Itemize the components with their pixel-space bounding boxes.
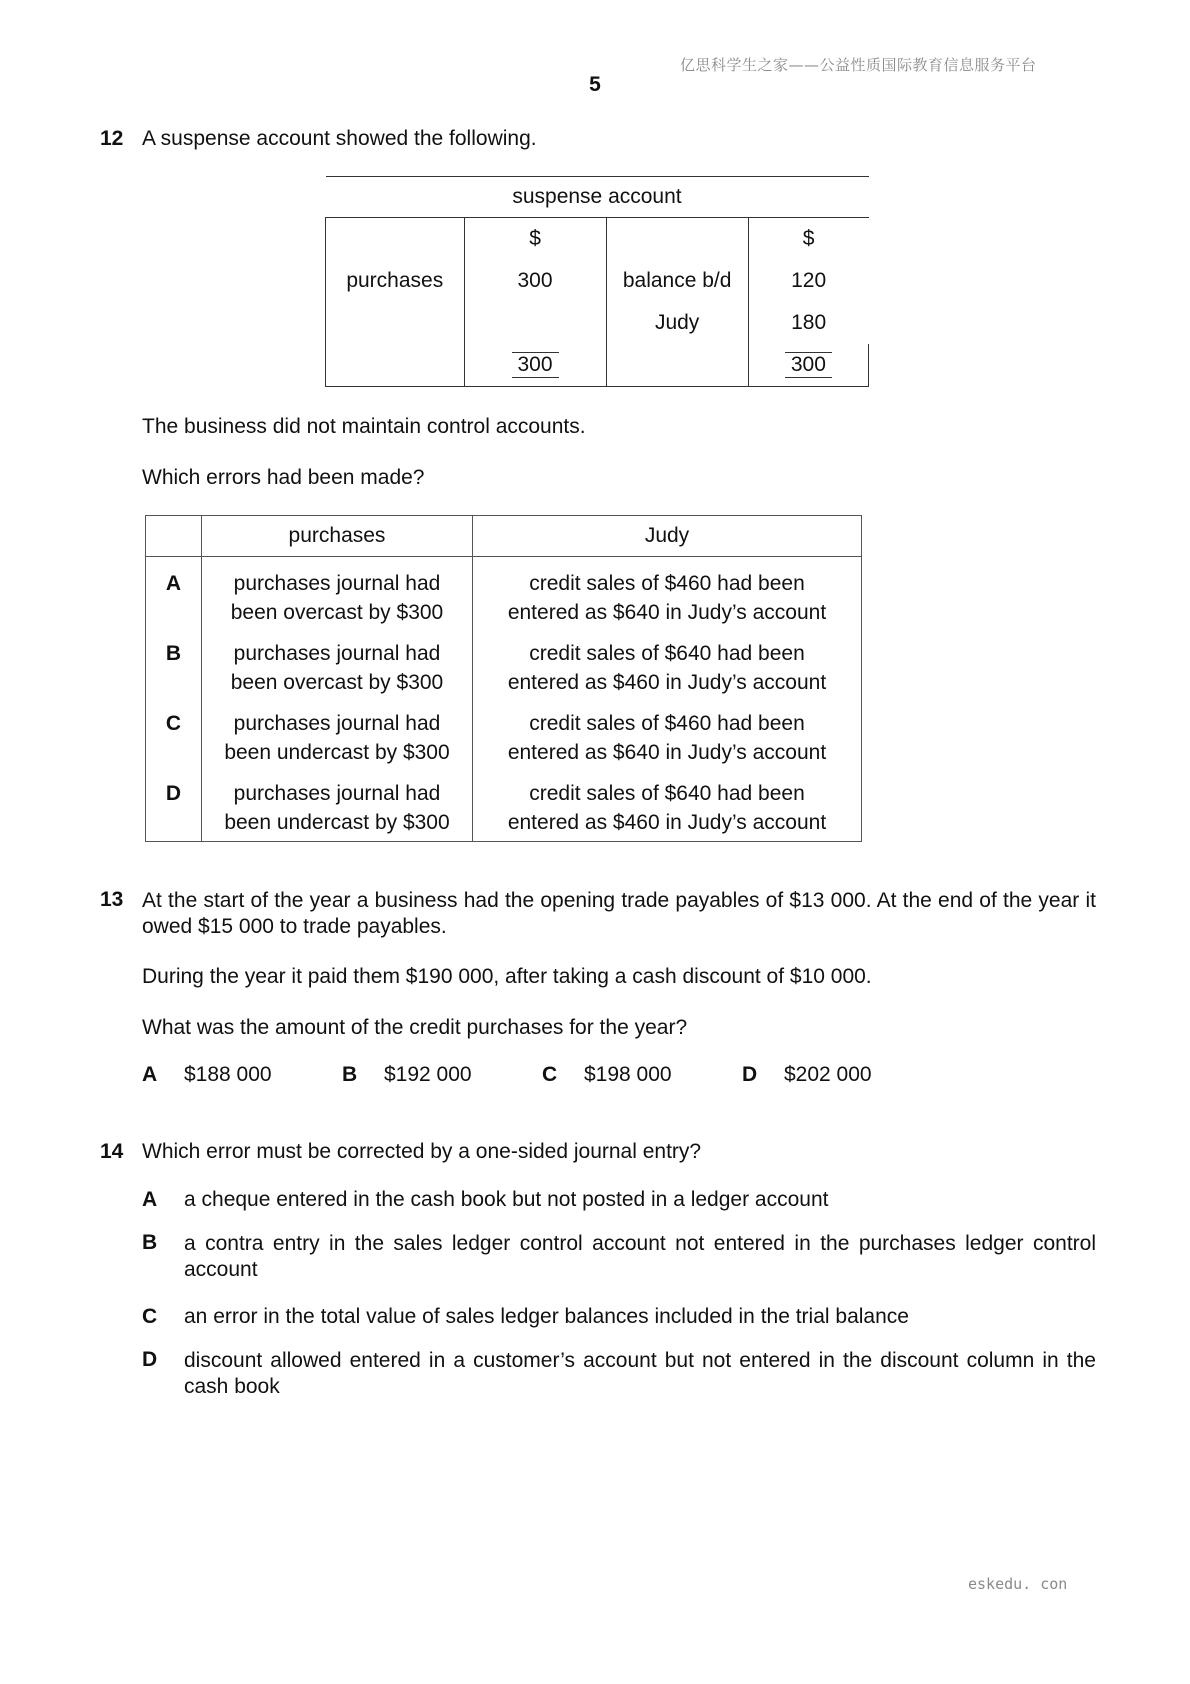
question-12-question: Which errors had been made?	[142, 466, 425, 489]
debit-label-purchases: purchases	[326, 260, 465, 302]
option-a-purchases-line2: been overcast by $300	[230, 601, 444, 624]
option-c-purchases-line2: been undercast by $300	[224, 741, 450, 764]
option-letter-b: B	[146, 627, 202, 697]
question-12-note: The business did not maintain control accounts.	[142, 415, 586, 438]
q13-option-d-letter: D	[742, 1063, 758, 1086]
debit-amount-purchases: 300	[464, 260, 606, 302]
debit-currency: $	[464, 218, 606, 261]
option-b-purchases-line2: been overcast by $300	[230, 671, 444, 694]
question-number-13: 13	[100, 888, 124, 911]
option-letter-c: C	[146, 697, 202, 767]
option-c-judy-line1: credit sales of $460 had been	[529, 712, 805, 735]
q14-option-c-letter: C	[142, 1305, 158, 1328]
option-c-purchases-line1: purchases journal had	[233, 712, 441, 735]
option-d-judy-line1: credit sales of $640 had been	[529, 782, 805, 805]
option-b-judy-line2: entered as $460 in Judy’s account	[507, 671, 827, 694]
option-letter-a: A	[146, 557, 202, 628]
q13-option-b-value: $192 000	[384, 1063, 472, 1086]
errors-header-judy: Judy	[473, 516, 862, 557]
question-12-stem: A suspense account showed the following.	[142, 127, 537, 150]
option-a-judy-line2: entered as $640 in Judy’s account	[507, 601, 827, 624]
question-13-question: What was the amount of the credit purchases for the year?	[142, 1016, 688, 1039]
q14-option-b-text: a contra entry in the sales ledger control account not entered in the purchases ledger control account	[184, 1232, 1096, 1281]
option-d-purchases-line2: been undercast by $300	[224, 811, 450, 834]
option-a-judy-line1: credit sales of $460 had been	[529, 572, 805, 595]
credit-total: 300	[785, 352, 832, 378]
header-watermark: 亿思科学生之家——公益性质国际教育信息服务平台	[680, 56, 1037, 74]
option-c-judy-line2: entered as $640 in Judy’s account	[507, 741, 827, 764]
q14-option-b-letter: B	[142, 1231, 158, 1254]
errors-header-purchases: purchases	[202, 516, 473, 557]
q14-option-a-text: a cheque entered in the cash book but not posted in a ledger account	[184, 1188, 829, 1211]
q14-option-c-text: an error in the total value of sales ledger balances included in the trial balance	[184, 1305, 909, 1328]
q13-option-c-value: $198 000	[584, 1063, 672, 1086]
q14-option-d-text: discount allowed entered in a customer’s account but not entered in the discount column in the cash book	[184, 1349, 1096, 1398]
page-number: 5	[589, 73, 601, 96]
option-d-purchases-line1: purchases journal had	[233, 782, 441, 805]
q14-option-a-letter: A	[142, 1188, 158, 1211]
question-number-12: 12	[100, 127, 124, 150]
option-a-purchases-line1: purchases journal had	[233, 572, 441, 595]
credit-currency: $	[748, 218, 868, 261]
q13-option-d-value: $202 000	[784, 1063, 872, 1086]
footer-site: eskedu. con	[968, 1575, 1068, 1593]
credit-amount-balance: 120	[748, 260, 868, 302]
option-b-judy-line1: credit sales of $640 had been	[529, 642, 805, 665]
suspense-account-table	[325, 176, 869, 387]
q13-option-a-letter: A	[142, 1063, 158, 1086]
question-13-stem: At the start of the year a business had the opening trade payables of $13 000. At the end of the year it owed $15 000 to trade payables.	[142, 889, 1096, 938]
debit-total: 300	[512, 352, 559, 378]
credit-amount-judy: 180	[748, 302, 868, 344]
question-14-question: Which error must be corrected by a one-sided journal entry?	[142, 1140, 702, 1163]
option-d-judy-line2: entered as $460 in Judy’s account	[507, 811, 827, 834]
errors-table	[145, 515, 862, 842]
credit-label-judy: Judy	[606, 302, 748, 344]
suspense-account-title: suspense account	[326, 177, 869, 218]
q13-option-c-letter: C	[542, 1063, 558, 1086]
q13-option-b-letter: B	[342, 1063, 358, 1086]
question-number-14: 14	[100, 1140, 124, 1163]
option-letter-d: D	[146, 767, 202, 842]
option-b-purchases-line1: purchases journal had	[233, 642, 441, 665]
q13-option-a-value: $188 000	[184, 1063, 272, 1086]
question-13-stem2: During the year it paid them $190 000, after taking a cash discount of $10 000.	[142, 965, 872, 988]
credit-label-balance: balance b/d	[606, 260, 748, 302]
q14-option-d-letter: D	[142, 1348, 158, 1371]
